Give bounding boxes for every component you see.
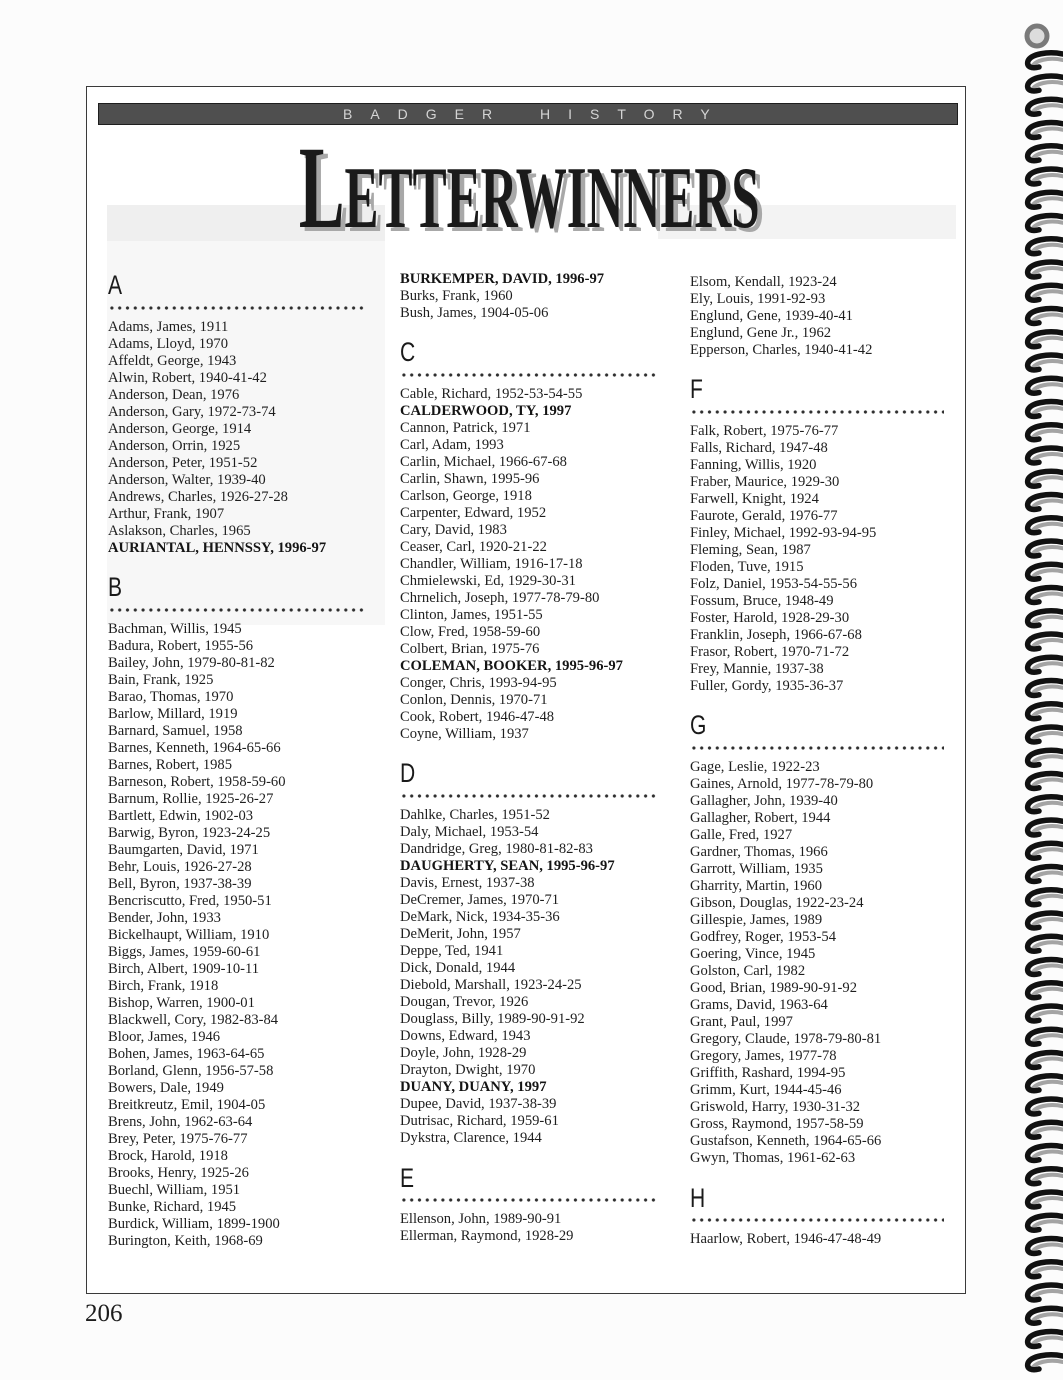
- letterwinner-entry: Grant, Paul, 1997: [690, 1014, 793, 1031]
- letterwinner-entry: Dahlke, Charles, 1951-52: [400, 807, 550, 824]
- letterwinner-entry: Epperson, Charles, 1940-41-42: [690, 341, 873, 358]
- letterwinner-entry: Bachman, Willis, 1945: [108, 621, 242, 638]
- dotted-rule: [690, 1218, 944, 1222]
- letterwinner-entry: Borland, Glenn, 1956-57-58: [108, 1063, 274, 1080]
- dotted-rule: [690, 410, 944, 414]
- letterwinner-entry: Diebold, Marshall, 1923-24-25: [400, 977, 582, 994]
- letterwinner-entry: Chrnelich, Joseph, 1977-78-79-80: [400, 589, 600, 606]
- spiral-coil: [1028, 541, 1063, 556]
- letterwinner-list: [108, 621, 378, 1250]
- letterwinner-list: [400, 386, 662, 743]
- letterwinner-entry: DAUGHERTY, SEAN, 1995-96-97: [400, 858, 615, 875]
- letterwinner-entry: Anderson, Orrin, 1925: [108, 437, 241, 454]
- section-continued: [400, 271, 662, 322]
- letterwinner-entry: Fanning, Willis, 1920: [690, 456, 817, 473]
- letterwinner-entry: Adams, Lloyd, 1970: [108, 335, 228, 352]
- letterwinner-entry: Gage, Leslie, 1922-23: [690, 759, 820, 776]
- spiral-coil: [1028, 867, 1063, 882]
- letterwinner-entry: Cannon, Patrick, 1971: [400, 419, 531, 436]
- letterwinner-entry: Godfrey, Roger, 1953-54: [690, 929, 836, 946]
- spiral-coil: [1028, 309, 1063, 324]
- letterwinner-entry: Douglass, Billy, 1989-90-91-92: [400, 1011, 585, 1028]
- letterwinner-entry: Frey, Mannie, 1937-38: [690, 660, 824, 677]
- section-d: [400, 758, 662, 1147]
- letterwinner-entry: Gallagher, John, 1939-40: [690, 793, 838, 810]
- section-letter-b: B: [108, 572, 123, 603]
- letterwinner-entry: Brey, Peter, 1975-76-77: [108, 1131, 248, 1148]
- spiral-coil: [1028, 1332, 1063, 1347]
- letterwinner-entry: Fraber, Maurice, 1929-30: [690, 473, 840, 490]
- letterwinner-entry: Badura, Robert, 1955-56: [108, 638, 254, 655]
- letterwinner-entry: Anderson, Gary, 1972-73-74: [108, 403, 276, 420]
- letterwinner-entry: Bunke, Richard, 1945: [108, 1199, 237, 1216]
- letterwinner-entry: Ellerman, Raymond, 1928-29: [400, 1228, 574, 1245]
- spiral-coil: [1028, 657, 1063, 672]
- letterwinner-entry: Aslakson, Charles, 1965: [108, 522, 251, 539]
- letterwinner-entry: Englund, Gene Jr., 1962: [690, 324, 832, 341]
- spiral-coil: [1028, 1099, 1063, 1114]
- letterwinner-entry: Baumgarten, David, 1971: [108, 842, 259, 859]
- spiral-coil: [1028, 634, 1063, 649]
- letterwinner-entry: Gharrity, Martin, 1960: [690, 878, 822, 895]
- spiral-coil: [1028, 704, 1063, 719]
- letterwinner-entry: Barneson, Robert, 1958-59-60: [108, 774, 286, 791]
- spiral-end: [1027, 26, 1047, 46]
- letterwinner-entry: Conger, Chris, 1993-94-95: [400, 674, 557, 691]
- letterwinner-entry: Blackwell, Cory, 1982-83-84: [108, 1012, 279, 1029]
- letterwinner-entry: Gillespie, James, 1989: [690, 912, 823, 929]
- letterwinner-list: [690, 423, 952, 695]
- section-continued: [690, 274, 952, 359]
- spiral-coil: [1028, 1122, 1063, 1137]
- section-letter-c: C: [400, 337, 416, 367]
- spiral-coil: [1028, 1006, 1063, 1021]
- letterwinner-entry: Birch, Frank, 1918: [108, 978, 219, 995]
- letterwinner-entry: Arthur, Frank, 1907: [108, 505, 225, 522]
- letterwinner-list: [108, 319, 378, 557]
- letterwinner-entry: Anderson, Dean, 1976: [108, 386, 240, 403]
- letterwinner-entry: Barlow, Millard, 1919: [108, 706, 238, 723]
- spiral-coil: [1028, 564, 1063, 579]
- letterwinner-entry: Carl, Adam, 1993: [400, 436, 504, 453]
- section-letter-a: A: [108, 270, 123, 300]
- letterwinner-entry: Bell, Byron, 1937-38-39: [108, 876, 252, 893]
- dotted-rule: [690, 746, 944, 750]
- letterwinner-entry: DeCremer, James, 1970-71: [400, 892, 560, 909]
- letterwinner-entry: COLEMAN, BOOKER, 1995-96-97: [400, 657, 623, 674]
- letterwinner-entry: DeMark, Nick, 1934-35-36: [400, 909, 560, 926]
- section-letter-d: D: [400, 758, 416, 789]
- letterwinner-entry: Behr, Louis, 1926-27-28: [108, 859, 252, 876]
- letterwinner-entry: AURIANTAL, HENNSSY, 1996-97: [108, 539, 327, 556]
- letterwinner-entry: Dougan, Trevor, 1926: [400, 994, 529, 1011]
- dotted-rule: [400, 794, 656, 798]
- spiral-coil: [1028, 495, 1063, 510]
- section-letter-f: F: [690, 374, 703, 404]
- letterwinner-entry: Bickelhaupt, William, 1910: [108, 927, 270, 944]
- letterwinner-entry: Dick, Donald, 1944: [400, 960, 516, 977]
- letterwinner-entry: Englund, Gene, 1939-40-41: [690, 307, 853, 324]
- letterwinner-entry: Gaines, Arnold, 1977-78-79-80: [690, 776, 874, 793]
- spiral-coil: [1028, 913, 1063, 928]
- letterwinner-entry: Clinton, James, 1951-55: [400, 606, 543, 623]
- spiral-coil: [1028, 1076, 1063, 1091]
- letterwinner-entry: Andrews, Charles, 1926-27-28: [108, 488, 288, 505]
- letterwinner-entry: Dykstra, Clarence, 1944: [400, 1130, 542, 1147]
- letterwinner-entry: Elsom, Kendall, 1923-24: [690, 273, 837, 290]
- letterwinner-entry: Burdick, William, 1899-1900: [108, 1216, 280, 1233]
- spiral-coil: [1028, 1029, 1063, 1044]
- letterwinner-entry: Falls, Richard, 1947-48: [690, 439, 828, 456]
- section-c: [400, 337, 662, 743]
- spiral-coil: [1028, 588, 1063, 603]
- letterwinner-entry: Bishop, Warren, 1900-01: [108, 995, 255, 1012]
- letterwinner-entry: Bender, John, 1933: [108, 910, 221, 927]
- spiral-coil: [1028, 983, 1063, 998]
- spiral-coil: [1028, 681, 1063, 696]
- letterwinner-entry: Barnum, Rollie, 1925-26-27: [108, 791, 274, 808]
- letterwinner-entry: Folz, Daniel, 1953-54-55-56: [690, 575, 857, 592]
- letterwinner-entry: Carlin, Shawn, 1995-96: [400, 470, 540, 487]
- letterwinner-entry: Cable, Richard, 1952-53-54-55: [400, 385, 583, 402]
- section-g: [690, 710, 952, 1167]
- spiral-coil: [1028, 611, 1063, 626]
- letterwinner-entry: Davis, Ernest, 1937-38: [400, 875, 535, 892]
- letterwinner-entry: Ellenson, John, 1989-90-91: [400, 1211, 562, 1228]
- letterwinner-entry: Franklin, Joseph, 1966-67-68: [690, 626, 862, 643]
- spiral-coil: [1028, 774, 1063, 789]
- letterwinner-entry: Ceaser, Carl, 1920-21-22: [400, 538, 547, 555]
- letterwinner-entry: Gibson, Douglas, 1922-23-24: [690, 895, 864, 912]
- spiral-coil: [1028, 378, 1063, 393]
- letterwinner-entry: Floden, Tuve, 1915: [690, 558, 804, 575]
- letterwinner-list: [400, 807, 662, 1147]
- letterwinner-entry: Barao, Thomas, 1970: [108, 689, 234, 706]
- letterwinner-entry: Cary, David, 1983: [400, 521, 507, 538]
- spiral-coil: [1028, 402, 1063, 417]
- column-1: [108, 270, 378, 1250]
- letterwinner-entry: Carlson, George, 1918: [400, 487, 532, 504]
- spiral-coil: [1028, 471, 1063, 486]
- letterwinner-entry: Biggs, James, 1959-60-61: [108, 944, 261, 961]
- letterwinner-entry: Bohen, James, 1963-64-65: [108, 1046, 265, 1063]
- page-number: 206: [85, 1300, 123, 1327]
- letterwinner-entry: Bencriscutto, Fred, 1950-51: [108, 893, 272, 910]
- section-a: [108, 270, 378, 557]
- spiral-coil: [1028, 1192, 1063, 1207]
- letterwinner-entry: Downs, Edward, 1943: [400, 1028, 531, 1045]
- letterwinner-entry: Bailey, John, 1979-80-81-82: [108, 655, 275, 672]
- letterwinner-entry: Gwyn, Thomas, 1961-62-63: [690, 1150, 856, 1167]
- letterwinner-entry: Coyne, William, 1937: [400, 725, 529, 742]
- letterwinner-entry: Fuller, Gordy, 1935-36-37: [690, 677, 844, 694]
- spiral-coil: [1028, 843, 1063, 858]
- letterwinner-entry: Grams, David, 1963-64: [690, 997, 828, 1014]
- letterwinner-entry: Adams, James, 1911: [108, 318, 229, 335]
- letterwinner-entry: Fleming, Sean, 1987: [690, 541, 811, 558]
- letterwinner-entry: Barwig, Byron, 1923-24-25: [108, 825, 271, 842]
- letterwinner-entry: Bush, James, 1904-05-06: [400, 304, 549, 321]
- letterwinner-entry: Ely, Louis, 1991-92-93: [690, 290, 826, 307]
- dotted-rule: [108, 608, 366, 612]
- letterwinner-entry: Clow, Fred, 1958-59-60: [400, 623, 541, 640]
- letterwinner-entry: Barnard, Samuel, 1958: [108, 723, 243, 740]
- letterwinner-entry: Drayton, Dwight, 1970: [400, 1062, 536, 1079]
- letterwinner-entry: Bartlett, Edwin, 1902-03: [108, 808, 254, 825]
- letterwinner-entry: DeMerit, John, 1957: [400, 926, 521, 943]
- letterwinner-entry: Grimm, Kurt, 1944-45-46: [690, 1082, 842, 1099]
- letterwinner-list: [690, 1231, 952, 1248]
- spiral-coil: [1028, 332, 1063, 347]
- letterwinner-entry: Buechl, William, 1951: [108, 1182, 241, 1199]
- spiral-coil: [1028, 890, 1063, 905]
- letterwinner-entry: Garrott, William, 1935: [690, 861, 823, 878]
- letterwinner-entry: Farwell, Knight, 1924: [690, 490, 819, 507]
- letterwinner-entry: Gross, Raymond, 1957-58-59: [690, 1116, 864, 1133]
- title-container: [0, 122, 1058, 258]
- column-3: [690, 274, 952, 1249]
- letterwinner-entry: Anderson, Walter, 1939-40: [108, 471, 266, 488]
- letterwinner-entry: Brock, Harold, 1918: [108, 1148, 228, 1165]
- letterwinner-entry: Cook, Robert, 1946-47-48: [400, 708, 555, 725]
- letterwinner-entry: Brens, John, 1962-63-64: [108, 1114, 253, 1131]
- spiral-coil: [1028, 1285, 1063, 1300]
- letterwinner-entry: BURKEMPER, DAVID, 1996-97: [400, 270, 605, 287]
- letterwinner-entry: Dutrisac, Richard, 1959-61: [400, 1113, 559, 1130]
- spiral-coil: [1028, 518, 1063, 533]
- spiral-coil: [1028, 1053, 1063, 1068]
- letterwinner-list: [690, 274, 952, 359]
- letterwinner-entry: Dandridge, Greg, 1980-81-82-83: [400, 841, 593, 858]
- spiral-coil: [1028, 53, 1063, 68]
- spiral-coil: [1028, 797, 1063, 812]
- spiral-coil: [1028, 76, 1063, 91]
- letterwinner-entry: Alwin, Robert, 1940-41-42: [108, 369, 267, 386]
- spiral-coil: [1028, 1308, 1063, 1323]
- letterwinner-entry: Golston, Carl, 1982: [690, 963, 806, 980]
- letterwinner-list: [400, 271, 662, 322]
- letterwinner-entry: Fossum, Bruce, 1948-49: [690, 592, 834, 609]
- letterwinner-entry: Gallagher, Robert, 1944: [690, 810, 831, 827]
- letterwinner-entry: Good, Brian, 1989-90-91-92: [690, 980, 857, 997]
- letterwinner-list: [690, 759, 952, 1167]
- letterwinner-entry: Colbert, Brian, 1975-76: [400, 640, 540, 657]
- letterwinner-entry: Barnes, Kenneth, 1964-65-66: [108, 740, 281, 757]
- spiral-coil: [1028, 1215, 1063, 1230]
- letterwinner-entry: Gardner, Thomas, 1966: [690, 844, 828, 861]
- letterwinner-entry: Gregory, James, 1977-78: [690, 1048, 837, 1065]
- letterwinner-entry: Birch, Albert, 1909-10-11: [108, 961, 260, 978]
- letterwinner-entry: Bain, Frank, 1925: [108, 672, 214, 689]
- letterwinner-entry: Galle, Fred, 1927: [690, 827, 793, 844]
- letterwinner-entry: Gustafson, Kenneth, 1964-65-66: [690, 1133, 882, 1150]
- letterwinner-entry: Anderson, Peter, 1951-52: [108, 454, 258, 471]
- letterwinner-entry: Falk, Robert, 1975-76-77: [690, 422, 839, 439]
- letterwinner-entry: Finley, Michael, 1992-93-94-95: [690, 524, 877, 541]
- spiral-coil: [1028, 355, 1063, 370]
- letterwinner-entry: Anderson, George, 1914: [108, 420, 252, 437]
- letterwinner-entry: Gregory, Claude, 1978-79-80-81: [690, 1031, 882, 1048]
- letterwinner-entry: Burington, Keith, 1968-69: [108, 1233, 263, 1250]
- spiral-coil: [1028, 262, 1063, 277]
- dotted-rule: [400, 373, 656, 377]
- letterwinner-entry: Carpenter, Edward, 1952: [400, 504, 547, 521]
- letterwinner-entry: Bloor, James, 1946: [108, 1029, 221, 1046]
- spiral-coil: [1028, 820, 1063, 835]
- letterwinner-entry: Deppe, Ted, 1941: [400, 943, 504, 960]
- spiral-coil: [1028, 1355, 1063, 1370]
- spiral-coil: [1028, 1169, 1063, 1184]
- spiral-coil: [1028, 1262, 1063, 1277]
- letterwinner-entry: Doyle, John, 1928-29: [400, 1045, 527, 1062]
- spiral-coil: [1028, 1239, 1063, 1254]
- section-letter-h: H: [690, 1182, 706, 1213]
- letterwinner-list: [400, 1211, 662, 1245]
- letterwinner-entry: Griswold, Harry, 1930-31-32: [690, 1099, 861, 1116]
- spiral-coil: [1028, 727, 1063, 742]
- spiral-coil: [1028, 285, 1063, 300]
- letterwinner-entry: Affeldt, George, 1943: [108, 352, 237, 369]
- spiral-coil: [1028, 750, 1063, 765]
- letterwinner-entry: Barnes, Robert, 1985: [108, 757, 233, 774]
- letterwinner-entry: Daly, Michael, 1953-54: [400, 824, 539, 841]
- letterwinner-entry: Burks, Frank, 1960: [400, 287, 513, 304]
- letterwinner-entry: CALDERWOOD, TY, 1997: [400, 402, 572, 419]
- column-2: [400, 271, 662, 1246]
- section-letter-g: G: [690, 710, 707, 741]
- letterwinner-entry: DUANY, DUANY, 1997: [400, 1079, 547, 1096]
- section-f: [690, 374, 952, 695]
- spiral-coil: [1028, 99, 1063, 114]
- letterwinner-entry: Dupee, David, 1937-38-39: [400, 1096, 557, 1113]
- page-title: LETTERWINNERS: [298, 122, 760, 253]
- header-bar-label: BADGER HISTORY: [343, 106, 728, 122]
- spiral-coil: [1028, 936, 1063, 951]
- section-h: [690, 1182, 952, 1249]
- letterwinner-entry: Haarlow, Robert, 1946-47-48-49: [690, 1231, 882, 1248]
- letterwinner-entry: Foster, Harold, 1928-29-30: [690, 609, 850, 626]
- letterwinner-entry: Faurote, Gerald, 1976-77: [690, 507, 838, 524]
- dotted-rule: [108, 306, 366, 310]
- spiral-coil: [1028, 1146, 1063, 1161]
- letterwinner-entry: Conlon, Dennis, 1970-71: [400, 691, 548, 708]
- letterwinner-entry: Chandler, William, 1916-17-18: [400, 555, 583, 572]
- spiral-coil: [1028, 960, 1063, 975]
- letterwinner-entry: Carlin, Michael, 1966-67-68: [400, 453, 567, 470]
- letterwinner-entry: Bowers, Dale, 1949: [108, 1080, 224, 1097]
- letterwinner-entry: Brooks, Henry, 1925-26: [108, 1165, 249, 1182]
- section-letter-e: E: [400, 1162, 415, 1193]
- letterwinner-entry: Frasor, Robert, 1970-71-72: [690, 643, 850, 660]
- letterwinner-entry: Goering, Vince, 1945: [690, 946, 816, 963]
- dotted-rule: [400, 1198, 656, 1202]
- letterwinner-entry: Breitkreutz, Emil, 1904-05: [108, 1097, 266, 1114]
- spiral-coil: [1028, 425, 1063, 440]
- letterwinner-entry: Chmielewski, Ed, 1929-30-31: [400, 572, 576, 589]
- section-e: [400, 1162, 662, 1246]
- section-b: [108, 572, 378, 1250]
- spiral-coil: [1028, 448, 1063, 463]
- letterwinner-entry: Griffith, Rashard, 1994-95: [690, 1065, 846, 1082]
